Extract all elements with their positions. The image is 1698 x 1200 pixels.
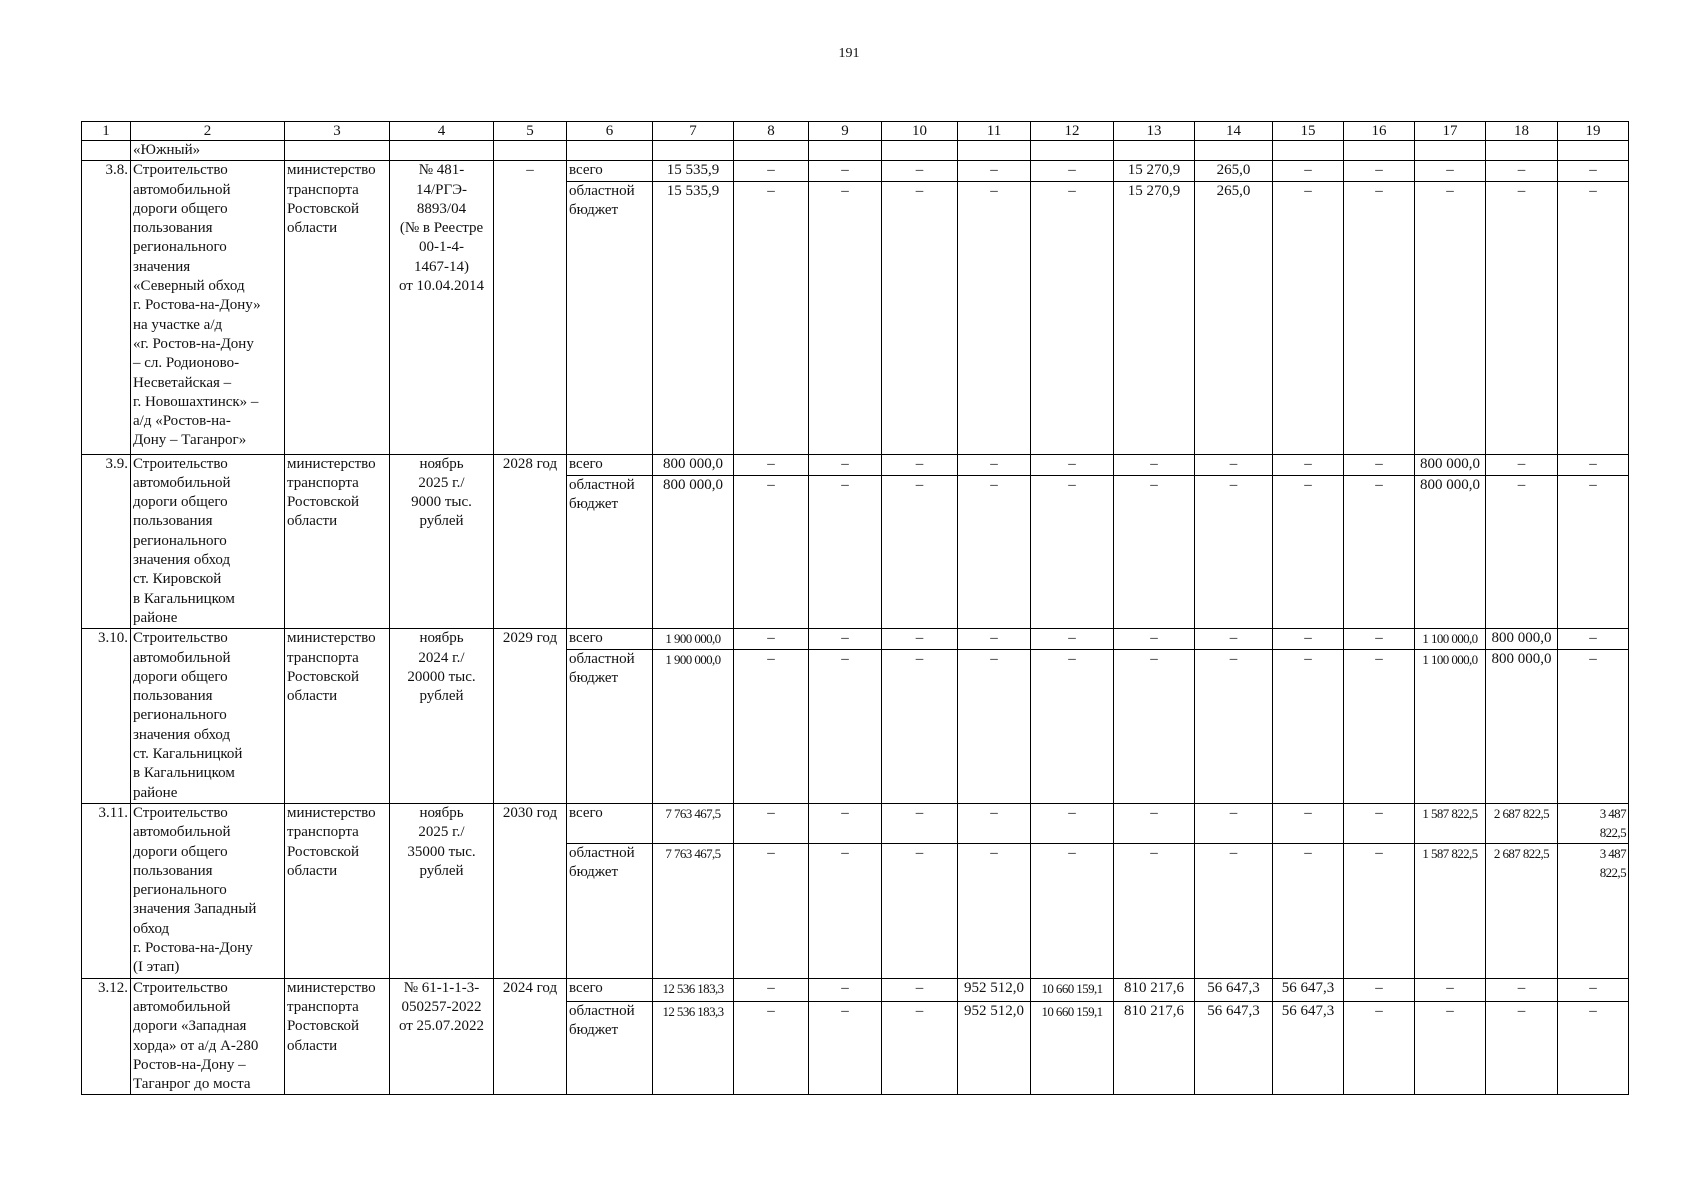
amount-cell: 10 660 159,1 bbox=[1031, 978, 1114, 1001]
amount-cell: 3 487 822,5 bbox=[1558, 803, 1629, 843]
amount-cell: 2 687 822,5 bbox=[1486, 803, 1558, 843]
amount-cell: – bbox=[809, 978, 882, 1001]
amount-cell: 810 217,6 bbox=[1114, 978, 1195, 1001]
amount-cell: – bbox=[734, 476, 809, 629]
amount-cell: – bbox=[809, 181, 882, 454]
amount-cell: – bbox=[1558, 649, 1629, 803]
funding-source-cell: всего bbox=[567, 978, 653, 1001]
amount-cell: – bbox=[882, 476, 958, 629]
object-name-cell: Строительство автомобильной дороги общего пользования регионального значения Западный обход г. Ростова-на-Дону (I этап) bbox=[131, 803, 285, 978]
amount-cell: – bbox=[1273, 161, 1344, 181]
column-header-17: 17 bbox=[1415, 122, 1486, 141]
page-number: 191 bbox=[838, 46, 860, 61]
amount-cell: 15 535,9 bbox=[653, 161, 734, 181]
amount-cell: 952 512,0 bbox=[958, 978, 1031, 1001]
amount-cell: – bbox=[1031, 629, 1114, 650]
amount-cell: – bbox=[1273, 454, 1344, 475]
amount-cell: 15 270,9 bbox=[1114, 161, 1195, 181]
amount-cell: – bbox=[958, 454, 1031, 475]
amount-cell: – bbox=[1273, 181, 1344, 454]
funding-source-cell: областной бюджет bbox=[567, 843, 653, 978]
funding-source-cell: всего bbox=[567, 454, 653, 475]
executor-cell: министерство транспорта Ростовской области bbox=[285, 978, 390, 1095]
amount-cell: – bbox=[882, 161, 958, 181]
amount-cell: – bbox=[1273, 843, 1344, 978]
amount-cell: – bbox=[1114, 843, 1195, 978]
amount-cell: – bbox=[958, 476, 1031, 629]
amount-cell: 952 512,0 bbox=[958, 1001, 1031, 1095]
amount-cell: 56 647,3 bbox=[1195, 978, 1273, 1001]
amount-cell: 15 270,9 bbox=[1114, 181, 1195, 454]
amount-cell: – bbox=[1031, 161, 1114, 181]
executor-cell: министерство транспорта Ростовской области bbox=[285, 629, 390, 804]
amount-cell: – bbox=[882, 803, 958, 843]
amount-cell: – bbox=[1031, 843, 1114, 978]
amount-cell: 1 587 822,5 bbox=[1415, 843, 1486, 978]
amount-cell: – bbox=[1486, 181, 1558, 454]
amount-cell: – bbox=[1195, 476, 1273, 629]
amount-cell: – bbox=[1415, 978, 1486, 1001]
amount-cell: – bbox=[1031, 803, 1114, 843]
amount-cell: – bbox=[882, 978, 958, 1001]
carry-over-name-cell: «Южный» bbox=[131, 141, 285, 161]
amount-cell: – bbox=[1114, 454, 1195, 475]
table-row bbox=[82, 803, 1629, 843]
row-number-cell: 3.11. bbox=[82, 803, 131, 978]
funding-source-cell: областной бюджет bbox=[567, 181, 653, 454]
amount-cell: – bbox=[1031, 181, 1114, 454]
column-header-14: 14 bbox=[1195, 122, 1273, 141]
completion-year-cell: – bbox=[494, 161, 567, 454]
amount-cell: 12 536 183,3 bbox=[653, 1001, 734, 1095]
column-header-12: 12 bbox=[1031, 122, 1114, 141]
completion-year-cell: 2030 год bbox=[494, 803, 567, 978]
amount-cell: 56 647,3 bbox=[1195, 1001, 1273, 1095]
funding-source-cell: областной бюджет bbox=[567, 649, 653, 803]
amount-cell: – bbox=[1344, 1001, 1415, 1095]
amount-cell: – bbox=[809, 454, 882, 475]
amount-cell: – bbox=[882, 454, 958, 475]
amount-cell: – bbox=[734, 629, 809, 650]
column-header-10: 10 bbox=[882, 122, 958, 141]
table-row bbox=[82, 629, 1629, 650]
amount-cell: – bbox=[1486, 1001, 1558, 1095]
amount-cell: – bbox=[1486, 978, 1558, 1001]
column-header-6: 6 bbox=[567, 122, 653, 141]
column-header-7: 7 bbox=[653, 122, 734, 141]
amount-cell: 1 100 000,0 bbox=[1415, 629, 1486, 650]
amount-cell: – bbox=[1558, 476, 1629, 629]
amount-cell: – bbox=[1114, 649, 1195, 803]
object-name-cell: Строительство автомобильной дороги «Западная хорда» от а/д А-280 Ростов-на-Дону – Таганрог до моста bbox=[131, 978, 285, 1095]
amount-cell: – bbox=[809, 649, 882, 803]
amount-cell: – bbox=[1558, 454, 1629, 475]
program-table bbox=[81, 121, 1629, 1095]
amount-cell: – bbox=[882, 1001, 958, 1095]
amount-cell: – bbox=[1031, 476, 1114, 629]
amount-cell: 800 000,0 bbox=[1486, 649, 1558, 803]
row-number-cell: 3.12. bbox=[82, 978, 131, 1095]
amount-cell: – bbox=[1195, 803, 1273, 843]
amount-cell: – bbox=[1344, 161, 1415, 181]
amount-cell: – bbox=[809, 1001, 882, 1095]
amount-cell: – bbox=[1486, 161, 1558, 181]
amount-cell: 800 000,0 bbox=[1415, 454, 1486, 475]
amount-cell: – bbox=[958, 161, 1031, 181]
amount-cell: – bbox=[1031, 454, 1114, 475]
amount-cell: – bbox=[1031, 649, 1114, 803]
expertise-cell: ноябрь 2025 г./ 9000 тыс. рублей bbox=[390, 454, 494, 629]
amount-cell: – bbox=[809, 161, 882, 181]
amount-cell: 15 535,9 bbox=[653, 181, 734, 454]
amount-cell: – bbox=[1558, 1001, 1629, 1095]
funding-source-cell: всего bbox=[567, 803, 653, 843]
amount-cell: 56 647,3 bbox=[1273, 1001, 1344, 1095]
column-header-2: 2 bbox=[131, 122, 285, 141]
column-header-5: 5 bbox=[494, 122, 567, 141]
expertise-cell: ноябрь 2024 г./ 20000 тыс. рублей bbox=[390, 629, 494, 804]
column-header-15: 15 bbox=[1273, 122, 1344, 141]
amount-cell: – bbox=[1273, 649, 1344, 803]
amount-cell: – bbox=[882, 843, 958, 978]
object-name-cell: Строительство автомобильной дороги общего пользования регионального значения обход ст. Кагальницкой в Кагальницком районе bbox=[131, 629, 285, 804]
amount-cell: 800 000,0 bbox=[1486, 629, 1558, 650]
amount-cell: – bbox=[1344, 181, 1415, 454]
table-row bbox=[82, 161, 1629, 181]
amount-cell: 810 217,6 bbox=[1114, 1001, 1195, 1095]
object-name-cell: Строительство автомобильной дороги общего пользования регионального значения обход ст. Кировской в Кагальницком районе bbox=[131, 454, 285, 629]
column-header-3: 3 bbox=[285, 122, 390, 141]
amount-cell: 7 763 467,5 bbox=[653, 843, 734, 978]
expertise-cell: ноябрь 2025 г./ 35000 тыс. рублей bbox=[390, 803, 494, 978]
amount-cell: – bbox=[1558, 161, 1629, 181]
amount-cell: – bbox=[1486, 476, 1558, 629]
table-row bbox=[82, 978, 1629, 1001]
carry-over-num-cell bbox=[82, 141, 131, 161]
amount-cell: – bbox=[958, 649, 1031, 803]
column-header-11: 11 bbox=[958, 122, 1031, 141]
funding-source-cell: всего bbox=[567, 161, 653, 181]
column-header-9: 9 bbox=[809, 122, 882, 141]
amount-cell: – bbox=[809, 843, 882, 978]
amount-cell: 1 900 000,0 bbox=[653, 649, 734, 803]
object-name-cell: Строительство автомобильной дороги общего пользования регионального значения «Северный обход г. Ростова-на-Дону» на участке а/д «г. Ростов-на-Дону – сл. Родионово- Несветайская – г. Новошахтинск» – а/д «Ростов-на- Дону – Таганрог» bbox=[131, 161, 285, 454]
amount-cell: – bbox=[734, 649, 809, 803]
amount-cell: – bbox=[734, 843, 809, 978]
amount-cell: – bbox=[734, 161, 809, 181]
amount-cell: – bbox=[1114, 629, 1195, 650]
funding-source-cell: областной бюджет bbox=[567, 476, 653, 629]
expertise-cell: № 481- 14/РГЭ- 8893/04 (№ в Реестре 00-1-4- 1467-14) от 10.04.2014 bbox=[390, 161, 494, 454]
expertise-cell: № 61-1-1-3- 050257-2022 от 25.07.2022 bbox=[390, 978, 494, 1095]
amount-cell: 12 536 183,3 bbox=[653, 978, 734, 1001]
funding-source-cell: всего bbox=[567, 629, 653, 650]
amount-cell: 7 763 467,5 bbox=[653, 803, 734, 843]
amount-cell: 56 647,3 bbox=[1273, 978, 1344, 1001]
amount-cell: 10 660 159,1 bbox=[1031, 1001, 1114, 1095]
amount-cell: – bbox=[958, 803, 1031, 843]
amount-cell: – bbox=[1415, 1001, 1486, 1095]
amount-cell: – bbox=[809, 803, 882, 843]
executor-cell: министерство транспорта Ростовской области bbox=[285, 454, 390, 629]
amount-cell: 2 687 822,5 bbox=[1486, 843, 1558, 978]
amount-cell: – bbox=[809, 629, 882, 650]
amount-cell: – bbox=[1486, 454, 1558, 475]
amount-cell: – bbox=[734, 1001, 809, 1095]
row-number-cell: 3.10. bbox=[82, 629, 131, 804]
row-number-cell: 3.8. bbox=[82, 161, 131, 454]
amount-cell: – bbox=[1558, 181, 1629, 454]
amount-cell: – bbox=[734, 181, 809, 454]
amount-cell: – bbox=[958, 629, 1031, 650]
amount-cell: – bbox=[882, 649, 958, 803]
amount-cell: 800 000,0 bbox=[653, 476, 734, 629]
amount-cell: 1 587 822,5 bbox=[1415, 803, 1486, 843]
amount-cell: – bbox=[1273, 803, 1344, 843]
amount-cell: 1 100 000,0 bbox=[1415, 649, 1486, 803]
amount-cell: – bbox=[1415, 161, 1486, 181]
amount-cell: – bbox=[1344, 843, 1415, 978]
completion-year-cell: 2028 год bbox=[494, 454, 567, 629]
amount-cell: – bbox=[1195, 843, 1273, 978]
table-row bbox=[82, 454, 1629, 475]
column-header-13: 13 bbox=[1114, 122, 1195, 141]
amount-cell: – bbox=[882, 181, 958, 454]
amount-cell: – bbox=[734, 454, 809, 475]
amount-cell: – bbox=[1195, 629, 1273, 650]
column-number-header-row bbox=[82, 122, 1629, 141]
amount-cell: – bbox=[1344, 476, 1415, 629]
amount-cell: – bbox=[1195, 454, 1273, 475]
amount-cell: – bbox=[1344, 454, 1415, 475]
column-header-1: 1 bbox=[82, 122, 131, 141]
column-header-8: 8 bbox=[734, 122, 809, 141]
column-header-16: 16 bbox=[1344, 122, 1415, 141]
amount-cell: – bbox=[958, 843, 1031, 978]
column-header-4: 4 bbox=[390, 122, 494, 141]
amount-cell: – bbox=[734, 803, 809, 843]
column-header-18: 18 bbox=[1486, 122, 1558, 141]
completion-year-cell: 2024 год bbox=[494, 978, 567, 1095]
column-header-19: 19 bbox=[1558, 122, 1629, 141]
amount-cell: – bbox=[1344, 803, 1415, 843]
row-number-cell: 3.9. bbox=[82, 454, 131, 629]
amount-cell: – bbox=[1344, 978, 1415, 1001]
amount-cell: – bbox=[1344, 649, 1415, 803]
amount-cell: – bbox=[809, 476, 882, 629]
amount-cell: – bbox=[1273, 476, 1344, 629]
amount-cell: 265,0 bbox=[1195, 181, 1273, 454]
carry-over-row bbox=[82, 141, 1629, 161]
amount-cell: – bbox=[958, 181, 1031, 454]
funding-source-cell: областной бюджет bbox=[567, 1001, 653, 1095]
amount-cell: 265,0 bbox=[1195, 161, 1273, 181]
amount-cell: 1 900 000,0 bbox=[653, 629, 734, 650]
amount-cell: – bbox=[1558, 629, 1629, 650]
amount-cell: – bbox=[1344, 629, 1415, 650]
amount-cell: – bbox=[734, 978, 809, 1001]
executor-cell: министерство транспорта Ростовской области bbox=[285, 161, 390, 454]
amount-cell: – bbox=[1558, 978, 1629, 1001]
amount-cell: – bbox=[1195, 649, 1273, 803]
executor-cell: министерство транспорта Ростовской области bbox=[285, 803, 390, 978]
amount-cell: – bbox=[1114, 803, 1195, 843]
amount-cell: – bbox=[1273, 629, 1344, 650]
amount-cell: 800 000,0 bbox=[1415, 476, 1486, 629]
amount-cell: 800 000,0 bbox=[653, 454, 734, 475]
amount-cell: – bbox=[1415, 181, 1486, 454]
completion-year-cell: 2029 год bbox=[494, 629, 567, 804]
amount-cell: 3 487 822,5 bbox=[1558, 843, 1629, 978]
amount-cell: – bbox=[1114, 476, 1195, 629]
amount-cell: – bbox=[882, 629, 958, 650]
